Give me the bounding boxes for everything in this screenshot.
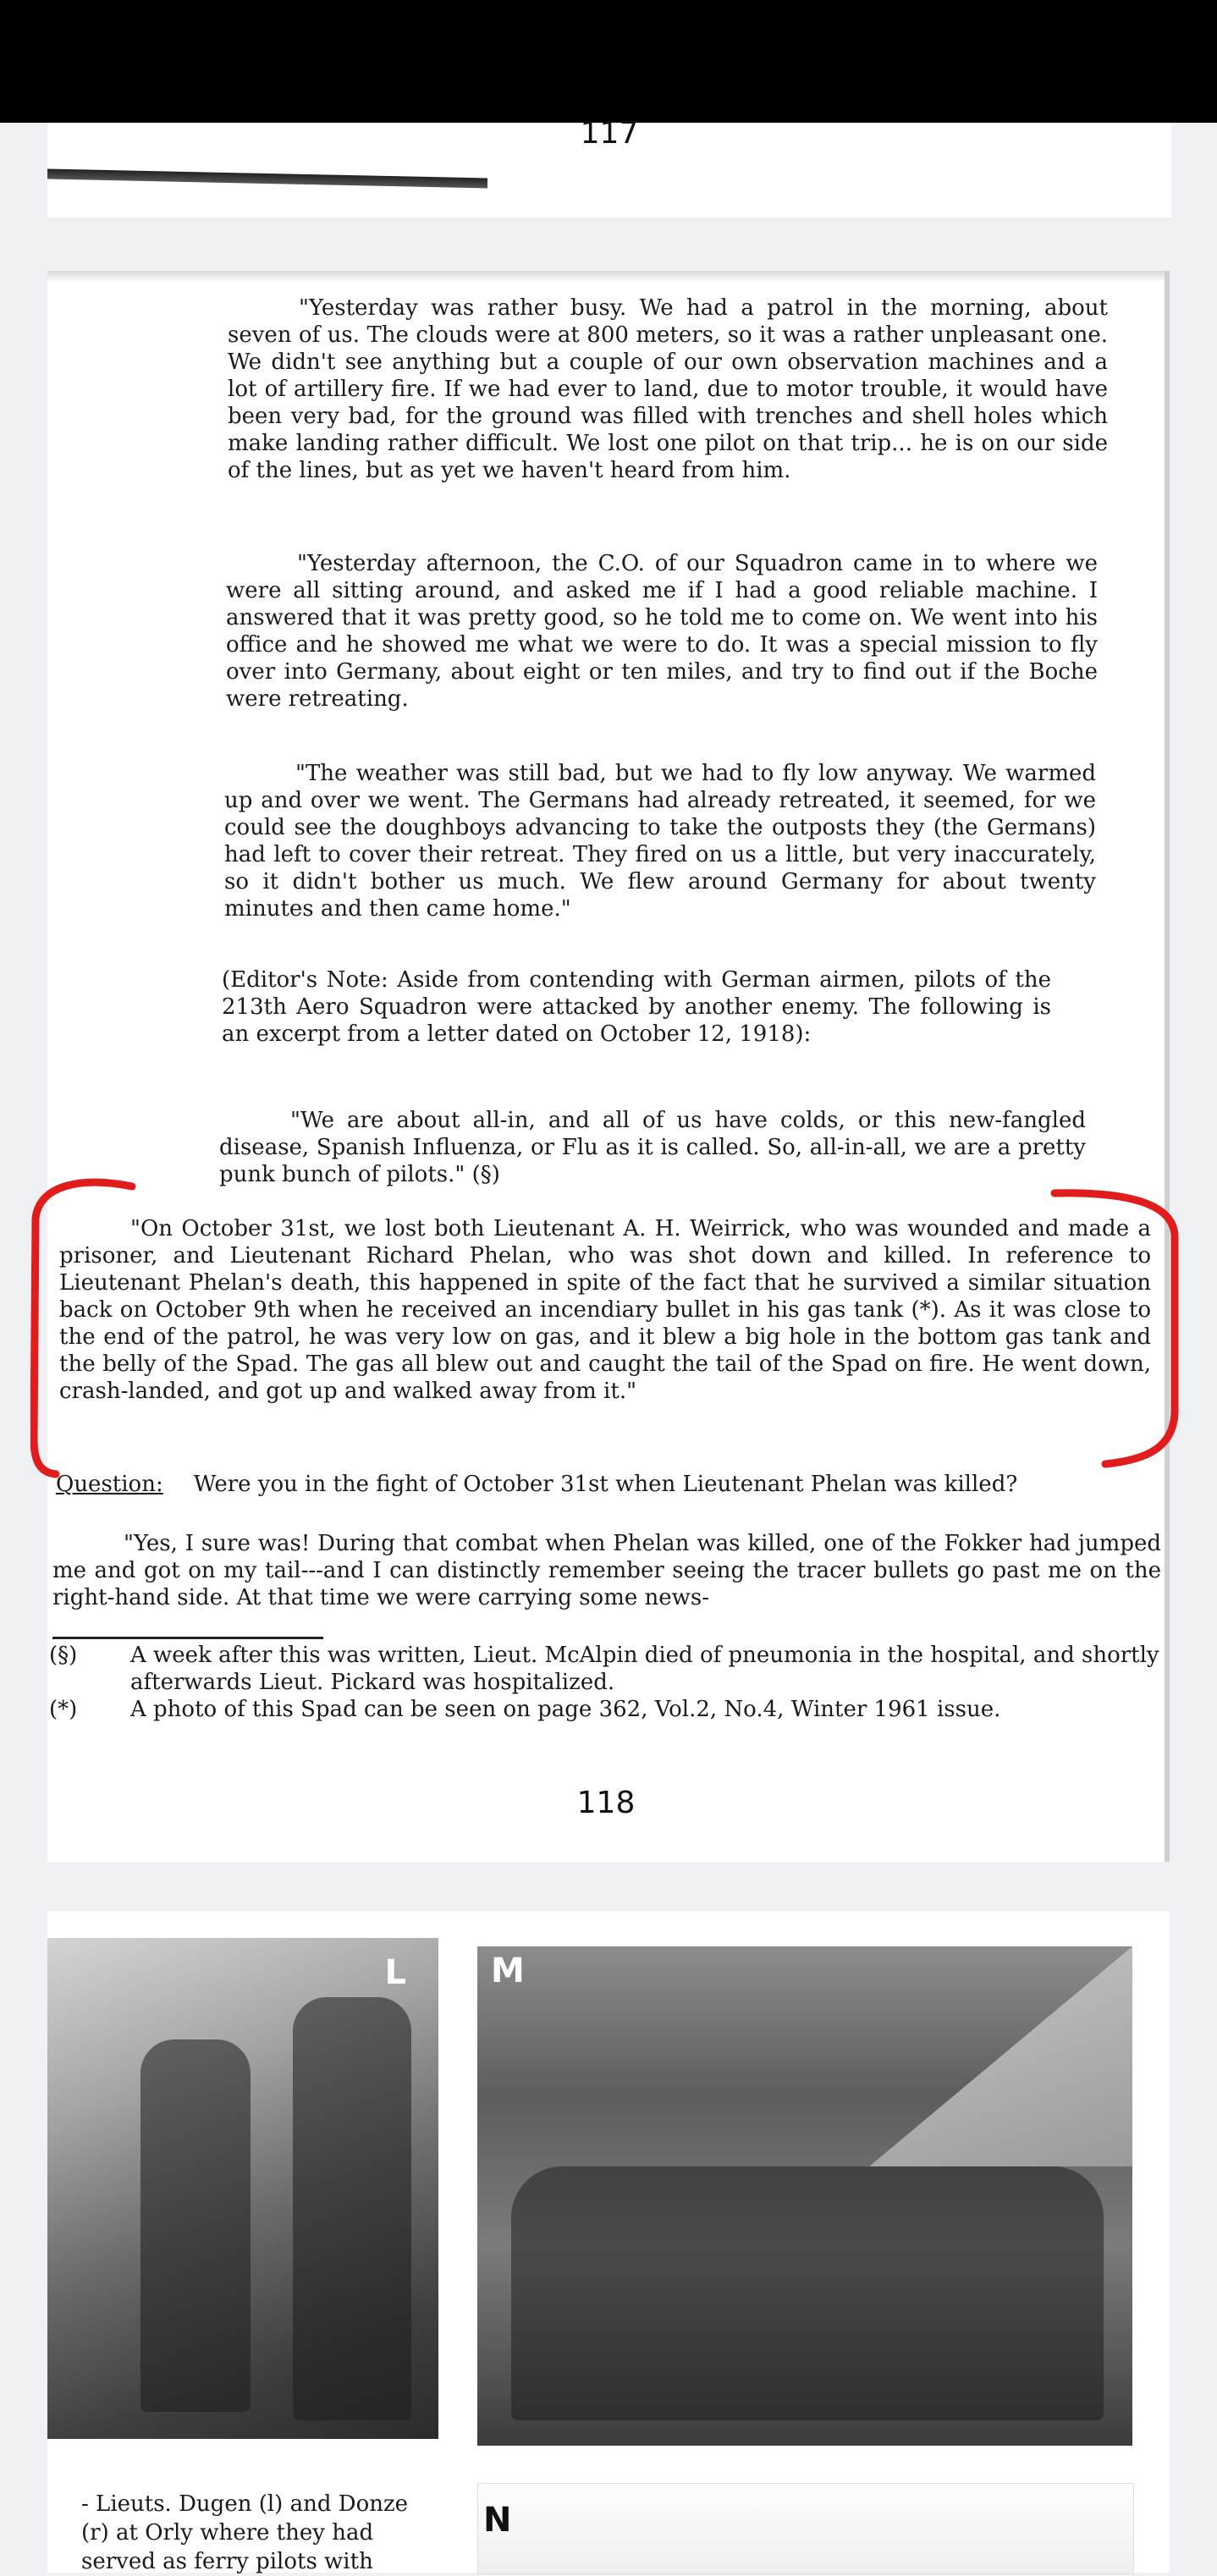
photo-l[interactable] [47, 1938, 438, 2439]
footnote-mark: (§) [49, 1643, 78, 1668]
previous-page-number: 117 [580, 116, 639, 151]
photo-label: L [384, 1953, 406, 1992]
page-top-shadow [47, 271, 1165, 283]
footnote-asterisk [47, 1696, 1165, 1723]
footnote-rule [52, 1637, 323, 1639]
photo-page [47, 1911, 1170, 2573]
photo-n[interactable] [477, 2483, 1134, 2574]
photo-label: N [483, 2501, 512, 2540]
photo-m[interactable] [477, 1946, 1132, 2446]
previous-page-fragment [47, 116, 1171, 217]
previous-page-photo-edge [47, 169, 487, 189]
footnote-text: A week after this was written, Lieut. McAlpin died of pneumonia in the hospital, and shortly afterwards Lieut. Pickard was hospitalized. [130, 1643, 1159, 1695]
paragraph-influenza: "We are about all-in, and all of us have colds, or this new-fangled disease, Spanish Influenza, or Flu as it is called. So, all-in-all, we are a pretty punk bunch of pilots." (§) [219, 1108, 1086, 1187]
group-figures [511, 2166, 1104, 2420]
page-number: 118 [576, 1786, 636, 1820]
editors-note: (Editor's Note: Aside from contending with German airmen, pilots of the 213th Aero Squadron were attacked by another enemy. The following is an excerpt from a letter dated on October 12, 1918): [222, 967, 1051, 1047]
question-label: Question: [56, 1472, 163, 1497]
question [56, 1471, 1156, 1498]
question-text: Were you in the fight of October 31st when Lieutenant Phelan was killed? [193, 1472, 1018, 1497]
document-page [47, 271, 1170, 1862]
person-figure [293, 1997, 411, 2420]
paragraph-weather: "The weather was still bad, but we had to fly low anyway. We warmed up and over we went. The Germans had already retreated, it seemed, for we could see the doughboys advancing to take the outposts they (the Germans) had left to cover their retreat. They fired on us a little, but very inaccurately, so it didn't bother us much. We flew around Germany for about twenty minutes and then came home." [224, 761, 1096, 922]
footnote-section [47, 1642, 1165, 1696]
footnote-text: A photo of this Spad can be seen on page 362, Vol.2, No.4, Winter 1961 issue. [130, 1697, 1001, 1722]
paragraph-special-mission: "Yesterday afternoon, the C.O. of our Squadron came in to where we were all sitting around, and asked me if I had a good reliable machine. I answered that it was pretty good, so he told me to come on. We went into his office and he showed me what we were to do. It was a special mission to fly over into Germany, about eight or ten miles, and try to find out if the Boche were retreating. [226, 551, 1098, 712]
footnote-mark: (*) [49, 1697, 78, 1722]
status-bar [0, 0, 1217, 123]
photo-label: M [491, 1951, 525, 1990]
photo-caption: - Lieuts. Dugen (l) and Donze (r) at Orly where they had served as ferry pilots with [81, 2491, 409, 2574]
tent-shape [757, 1946, 1132, 2166]
paragraph-answer: "Yes, I sure was! During that combat when Phelan was killed, one of the Fokker had jumped me and got on my tail---and I can distinctly remember seeing the tracer bullets go past me on the right-hand side. At that time we were carrying some news- [52, 1531, 1161, 1610]
person-figure [140, 2039, 251, 2412]
paragraph-october-31: "On October 31st, we lost both Lieutenant A. H. Weirrick, who was wounded and made a prisoner, and Lieutenant Richard Phelan, who was shot down and killed. In reference to Lieutenant Phelan's death, this happened in spite of the fact that he survived a similar situation back on October 9th when he received an incendiary bullet in his gas tank (*). As it was close to the end of the patrol, he was very low on gas, and it blew a big hole in the bottom gas tank and the belly of the Spad. The gas all blew out and caught the tail of the Spad on fire. He went down, crash-landed, and got up and walked away from it." [59, 1216, 1151, 1404]
paragraph-patrol: "Yesterday was rather busy. We had a patrol in the morning, about seven of us. The clouds were at 800 meters, so it was a rather unpleasant one. We didn't see anything but a couple of our own observation machines and a lot of artillery fire. If we had ever to land, due to motor trouble, it would have been very bad, for the ground was filled with trenches and shell holes which make landing rather difficult. We lost one pilot on that trip... he is on our side of the lines, but as yet we haven't heard from him. [228, 295, 1108, 483]
